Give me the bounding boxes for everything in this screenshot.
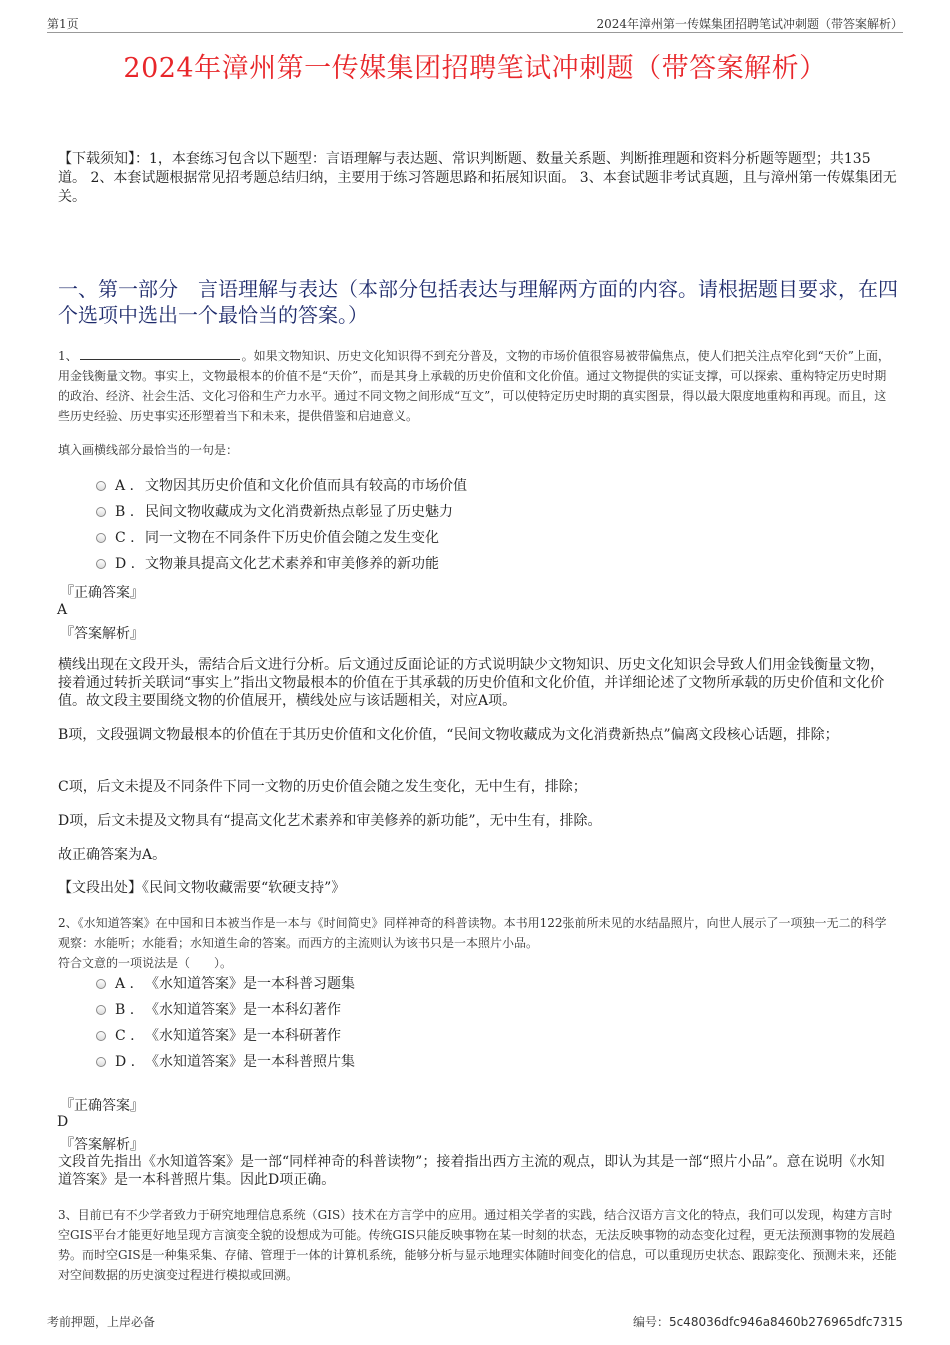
radio-icon[interactable] (96, 559, 106, 569)
header-doc-title: 2024年漳州第一传媒集团招聘笔试冲刺题（带答案解析） (596, 17, 903, 31)
analysis-label: 『答案解析』 (60, 1137, 144, 1153)
radio-icon[interactable] (96, 1031, 106, 1041)
option-d[interactable]: D . 文物兼具提高文化艺术素养和审美修养的新功能 (96, 551, 467, 577)
option-a[interactable]: A . 文物因其历史价值和文化价值而具有较高的市场价值 (96, 473, 467, 499)
radio-icon[interactable] (96, 1005, 106, 1015)
question-2-options (96, 971, 355, 1075)
source-citation: 【文段出处】《民间文物收藏需要“软硬支持”》 (58, 880, 346, 896)
page-header (47, 14, 903, 33)
question-1-prompt: 填入画横线部分最恰当的一句是： (58, 443, 239, 457)
radio-icon[interactable] (96, 481, 106, 491)
correct-answer: A (57, 602, 68, 618)
analysis-paragraph: C项，后文未提及不同条件下同一文物的历史价值会随之发生变化，无中生有，排除； (58, 779, 587, 795)
radio-icon[interactable] (96, 1057, 106, 1067)
analysis-paragraph: D项，后文未提及文物具有“提高文化艺术素养和审美修养的新功能”，无中生有，排除。 (58, 813, 602, 829)
option-d[interactable]: D . 《水知道答案》是一本科普照片集 (96, 1049, 355, 1075)
section-title: 一、第一部分 言语理解与表达（本部分包括表达与理解两方面的内容。请根据题目要求，在四个选项中选出一个最恰当的答案。） (58, 277, 898, 327)
question-1 (58, 346, 898, 426)
question-1-text: 。如果文物知识、历史文化知识得不到充分普及，文物的市场价值很容易被带偏焦点，使人们把关注点窄化到“天价”上面，用金钱衡量文物。事实上，文物最根本的价值不是“天价”，而是其身上承载的历史价值和文化价值。通过文物提供的实证支撑，可以探索、重构特定历史时期的政治、经济、社会生活、文化习俗和生产力水平。通过不同文物之间形成“互文”，可以使特定历史时期的真实图景，得以最大限度地重构和再现。而且，这些历史经验、历史事实还形塑着当下和未来，提供借鉴和启迪意义。 (58, 349, 890, 423)
download-notice: 【下载须知】：1，本套练习包含以下题型：言语理解与表达题、常识判断题、数量关系题、判断推理题和资料分析题等题型；共135道。 2、本套试题根据常见招考题总结归纳，主要用于练习答题思路和拓展知识面。 3、本套试题非考试真题，且与漳州第一传媒集团无关。 (58, 151, 897, 205)
document-code: 编号：5c48036dfc946a8460b276965dfc7315 (632, 1315, 903, 1329)
radio-icon[interactable] (96, 533, 106, 543)
analysis-paragraph: 横线出现在文段开头，需结合后文进行分析。后文通过反面论证的方式说明缺少文物知识、历史文化知识会导致人们用金钱衡量文物，接着通过转折关联词“事实上”指出文物最根本的价值在于其承载的历史价值和文化价值，并详细论述了文物所承载的历史价值和文化价值。故文段主要围绕文物的价值展开，横线处应与该话题相关，对应A项。 (58, 657, 885, 709)
answer-blank (80, 347, 240, 360)
option-b[interactable]: B . 民间文物收藏成为文化消费新热点彰显了历史魅力 (96, 499, 467, 525)
question-1-options (96, 473, 467, 577)
option-b[interactable]: B . 《水知道答案》是一本科幻著作 (96, 997, 355, 1023)
correct-answer-label: 『正确答案』 (60, 1098, 144, 1114)
analysis-paragraph: B项，文段强调文物最根本的价值在于其历史价值和文化价值，“民间文物收藏成为文化消费新热点”偏离文段核心话题，排除； (58, 727, 839, 743)
option-c[interactable]: C . 《水知道答案》是一本科研著作 (96, 1023, 355, 1049)
option-a[interactable]: A . 《水知道答案》是一本科普习题集 (96, 971, 355, 997)
analysis-label: 『答案解析』 (60, 626, 144, 642)
analysis-paragraph: 故正确答案为A。 (58, 847, 167, 863)
question-1-number: 1、 (58, 349, 78, 363)
option-c[interactable]: C . 同一文物在不同条件下历史价值会随之发生变化 (96, 525, 467, 551)
page-number: 第1页 (47, 17, 79, 31)
question-2-prompt: 符合文意的一项说法是（ ）。 (58, 956, 233, 970)
correct-answer-label: 『正确答案』 (60, 585, 144, 601)
document-title: 2024年漳州第一传媒集团招聘笔试冲刺题（带答案解析） (123, 53, 827, 84)
analysis-paragraph: 文段首先指出《水知道答案》是一部“同样神奇的科普读物”；接着指出西方主流的观点，即认为其是一部“照片小品”。意在说明《水知道答案》是一本科普照片集。因此D项正确。 (58, 1154, 885, 1188)
correct-answer: D (57, 1114, 69, 1130)
footer-slogan: 考前押题，上岸必备 (47, 1315, 156, 1329)
radio-icon[interactable] (96, 979, 106, 989)
question-3: 3、目前已有不少学者致力于研究地理信息系统（GIS）技术在方言学中的应用。通过相关学者的实践，结合汉语方言文化的特点，我们可以发现，构建方言时空GIS平台才能更好地呈现方言演变全貌的设想成为可能。传统GIS只能反映事物在某一时刻的状态，无法反映事物的动态变化过程，更无法预测事物的发展趋势。而时空GIS是一种集采集、存储、管理于一体的计算机系统，能够分析与显示地理实体随时间变化的信息，可以重现历史状态、跟踪变化、预测未来，还能对空间数据的历史演变过程进行模拟或回溯。 (58, 1208, 897, 1282)
question-2: 2、《水知道答案》在中国和日本被当作是一本与《时间简史》同样神奇的科普读物。本书用122张前所未见的水结晶照片，向世人展示了一项独一无二的科学观察：水能听；水能看；水知道生命的答案。而西方的主流则认为该书只是一本照片小品。 (58, 916, 887, 950)
radio-icon[interactable] (96, 507, 106, 517)
